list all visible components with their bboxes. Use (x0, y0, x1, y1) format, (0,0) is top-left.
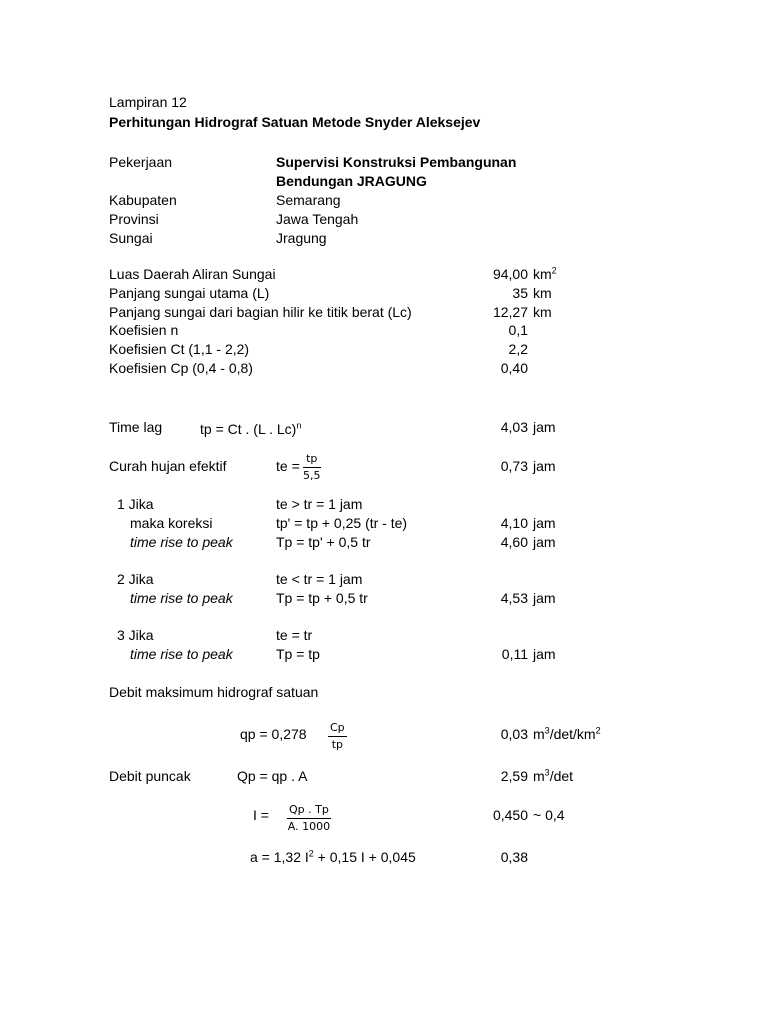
debit-heading: Debit maksimum hidrograf satuan (109, 684, 319, 700)
project-value-sungai: Jragung (276, 230, 327, 246)
rainfall-unit: jam (533, 458, 556, 474)
peak-value: 2,59 (500, 768, 528, 784)
case2-rise-unit: jam (533, 590, 556, 606)
case1-label: 1 Jika (117, 496, 154, 512)
param-unit-luas: $km^2$ (533, 265, 557, 282)
case1-correction-label: maka koreksi (130, 515, 213, 531)
qp-formula-prefix: qp = 0,278 (240, 726, 307, 742)
param-value-cp: 0,40 (500, 360, 528, 376)
project-label-provinsi: Provinsi (109, 211, 159, 227)
param-value-lc: 12,27 (492, 304, 528, 320)
rainfall-fraction-numerator: tp (303, 451, 321, 468)
case1-correction-unit: jam (533, 515, 556, 531)
param-label-cp: Koefisien Cp (0,4 - 0,8) (109, 360, 253, 376)
case3-rise-unit: jam (533, 646, 556, 662)
peak-unit: $m^3/\det$ (533, 767, 574, 784)
project-value-provinsi: Jawa Tengah (276, 211, 359, 227)
param-label-lc: Panjang sungai dari bagian hilir ke titik berat (Lc) (109, 304, 412, 320)
qp-unit: $m^3/\det/km^2$ (533, 725, 601, 742)
case1-correction-value: 4,10 (500, 515, 528, 531)
case1-rise-unit: jam (533, 534, 556, 550)
qp-fraction-numerator: Cp (328, 720, 347, 737)
case1-condition: te > tr = 1 jam (276, 496, 363, 512)
index-value: 0,450 (492, 807, 528, 823)
rainfall-formula-prefix: te = (276, 458, 300, 474)
rainfall-fraction (303, 451, 321, 484)
param-label-l: Panjang sungai utama (L) (109, 285, 270, 301)
project-value-kabupaten: Semarang (276, 192, 341, 208)
case2-rise-formula: Tp = tp + 0,5 tr (276, 590, 368, 606)
qp-fraction-denominator: tp (331, 738, 343, 751)
project-value-pekerjaan: Supervisi Konstruksi Pembangunan (276, 154, 517, 170)
timelag-value: 4,03 (500, 419, 528, 435)
case3-rise-label: time rise to peak (130, 646, 233, 662)
case1-rise-label: time rise to peak (130, 534, 233, 550)
timelag-label: Time lag (109, 419, 163, 435)
case2-rise-label: time rise to peak (130, 590, 233, 606)
param-label-luas: Luas Daerah Aliran Sungai (109, 266, 276, 282)
project-value-pekerjaan-line2: Bendungan JRAGUNG (276, 173, 427, 189)
param-value-l: 35 (512, 285, 528, 301)
param-value-ct: 2,2 (508, 341, 528, 357)
project-label-sungai: Sungai (109, 230, 153, 246)
index-fraction-denominator: A. 1000 (287, 820, 331, 833)
project-label-kabupaten: Kabupaten (109, 192, 177, 208)
case1-correction-formula: tp' = tp + 0,25 (tr - te) (276, 515, 408, 531)
alpha-formula: a = 1,32 $I^2 + 0,15$ I + 0,045 (250, 848, 416, 865)
case1-rise-formula: Tp = tp' + 0,5 tr (276, 534, 371, 550)
case3-rise-formula: Tp = tp (276, 646, 320, 662)
param-unit-lc: km (533, 304, 552, 320)
peak-label: Debit puncak (109, 768, 191, 784)
alpha-value: 0,38 (500, 849, 528, 865)
rainfall-fraction-denominator: 5,5 (303, 469, 321, 482)
case3-condition: te = tr (276, 627, 313, 643)
project-label-pekerjaan: Pekerjaan (109, 154, 173, 170)
param-value-n: 0,1 (508, 322, 528, 338)
case1-rise-value: 4,60 (500, 534, 528, 550)
case2-rise-value: 4,53 (500, 590, 528, 606)
qp-value: 0,03 (500, 726, 528, 742)
param-value-luas: 94,00 (492, 266, 528, 282)
rainfall-label: Curah hujan efektif (109, 458, 227, 474)
case3-rise-value: 0,11 (501, 646, 528, 662)
timelag-unit: jam (533, 419, 556, 435)
case2-label: 2 Jika (117, 571, 154, 587)
index-approx: ~ 0,4 (533, 807, 565, 823)
case2-condition: te < tr = 1 jam (276, 571, 363, 587)
param-label-n: Koefisien n (109, 322, 179, 338)
appendix-label: Lampiran 12 (109, 94, 187, 110)
peak-formula: Qp = qp . A (237, 768, 308, 784)
qp-fraction (328, 720, 347, 753)
param-label-ct: Koefisien Ct (1,1 - 2,2) (109, 341, 250, 357)
document-title: Perhitungan Hidrograf Satuan Metode Snyder Aleksejev (109, 114, 481, 130)
index-fraction-numerator: Qp . Tp (287, 802, 331, 819)
timelag-formula: tp = Ct . (L . Lc)$^n$ (200, 420, 302, 437)
index-prefix: I = (253, 807, 269, 823)
index-fraction (287, 802, 331, 835)
case3-label: 3 Jika (117, 627, 154, 643)
param-unit-l: km (533, 285, 552, 301)
rainfall-value: 0,73 (500, 458, 528, 474)
